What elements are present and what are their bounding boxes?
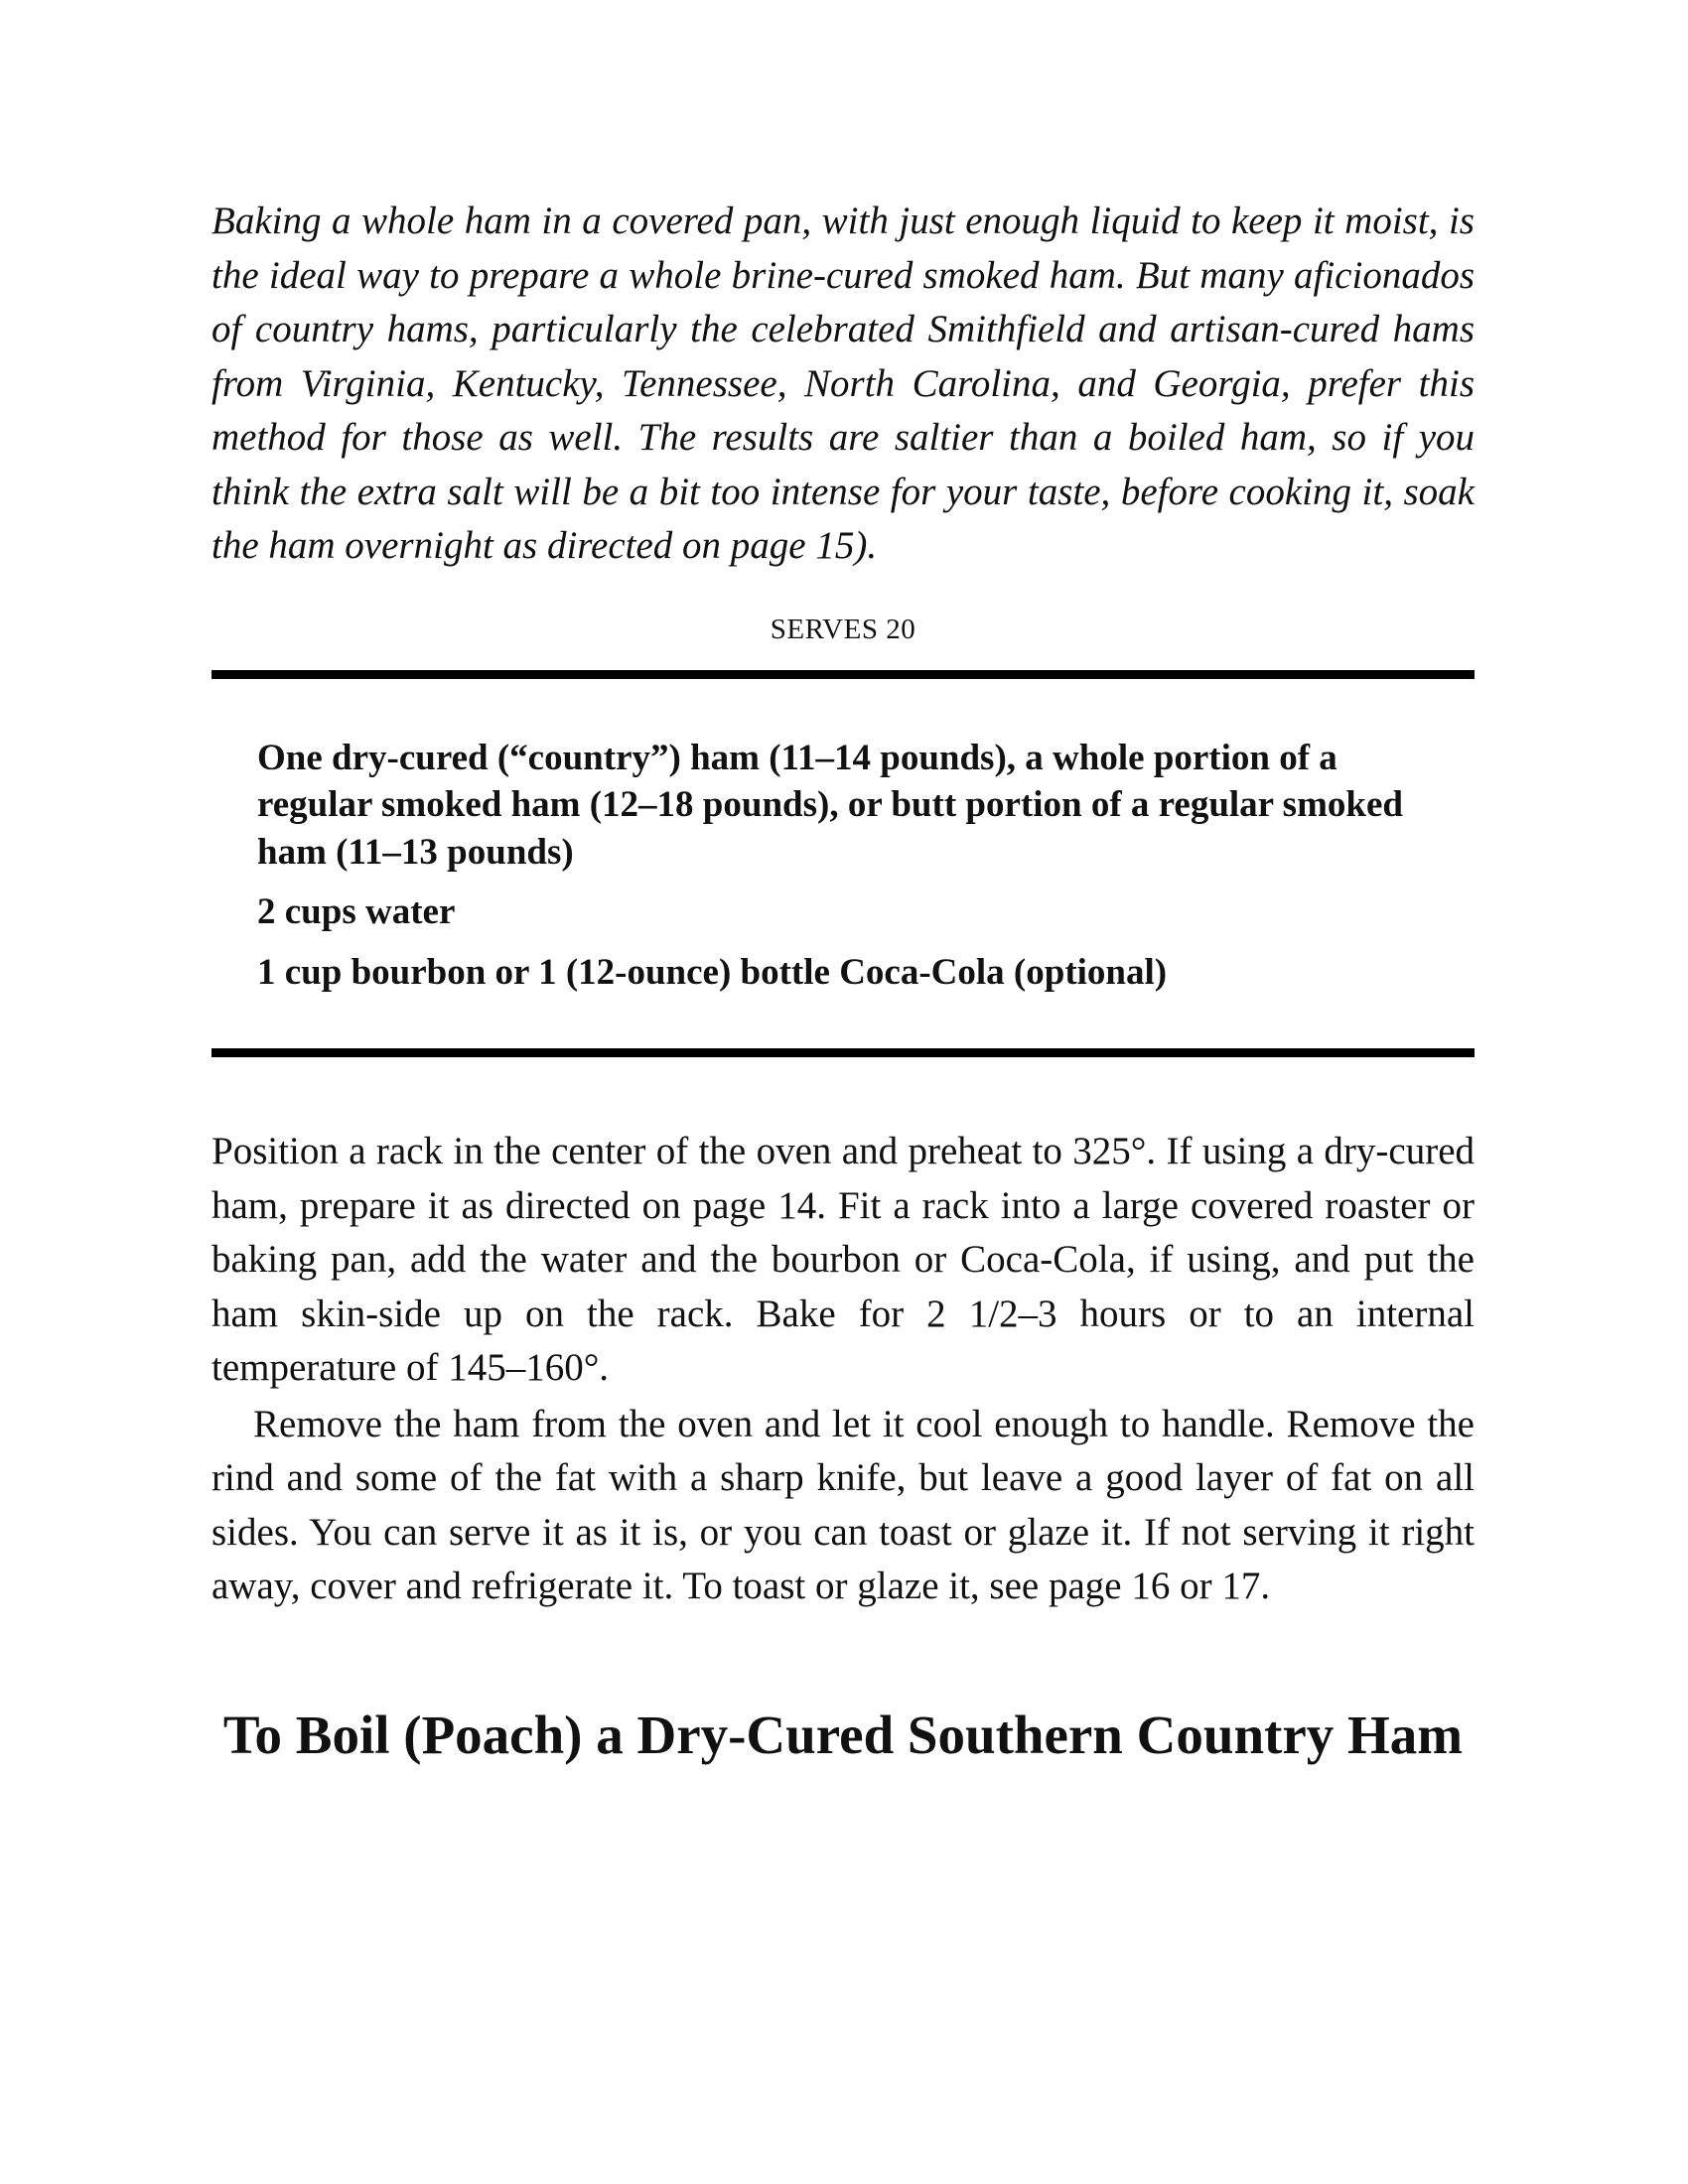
serves-label: SERVES 20 xyxy=(770,613,916,645)
recipe-intro: Baking a whole ham in a covered pan, with just enough liquid to keep it moist, is the ideal way to prepare a whole brine-cured smoked ham. But many aficionados of country hams, particularly the celebrated Smithfield and artisan-cured hams from Virginia, Kentucky, Tennessee, North Carolina, and Georgia, prefer this method for those as well. The results are saltier than a boiled ham, so if you think the extra salt will be a bit too intense for your taste, before cooking it, soak the ham overnight as directed on page 15). xyxy=(211,200,1475,567)
ingredients-top-rule xyxy=(211,670,1475,679)
ingredients-bottom-rule xyxy=(211,1048,1475,1057)
recipe-page xyxy=(211,195,1475,1771)
ingredient-item: 2 cups water xyxy=(257,891,456,932)
method-section xyxy=(211,1125,1475,1614)
next-recipe-title: To Boil (Poach) a Dry-Cured Southern Country Ham xyxy=(222,1704,1464,1765)
ingredient-item: 1 cup bourbon or 1 (12-ounce) bottle Coca-Cola (optional) xyxy=(257,951,1168,993)
method-paragraph: Remove the ham from the oven and let it cool enough to handle. Remove the rind and some of the fat with a sharp knife, but leave a good layer of fat on all sides. You can serve it as it is, or you can toast or glaze it. If not serving it right away, cover and refrigerate it. To toast or glaze it, see page 16 or 17. xyxy=(211,1402,1475,1607)
method-paragraph: Position a rack in the center of the oven and preheat to 325°. If using a dry-cured ham, prepare it as directed on page 14. Fit a rack into a large covered roaster or baking pan, add the water and the bourbon or Coca-Cola, if using, and put the ham skin-side up on the rack. Bake for 2 1/2–3 hours or to an internal temperature of 145–160°. xyxy=(211,1130,1475,1389)
ingredients-list xyxy=(211,679,1475,1049)
ingredient-item: One dry-cured (“country”) ham (11–14 pounds), a whole portion of a regular smoked ham (12–18 pounds), or butt portion of a regular smoked ham (11–13 pounds) xyxy=(257,737,1403,873)
